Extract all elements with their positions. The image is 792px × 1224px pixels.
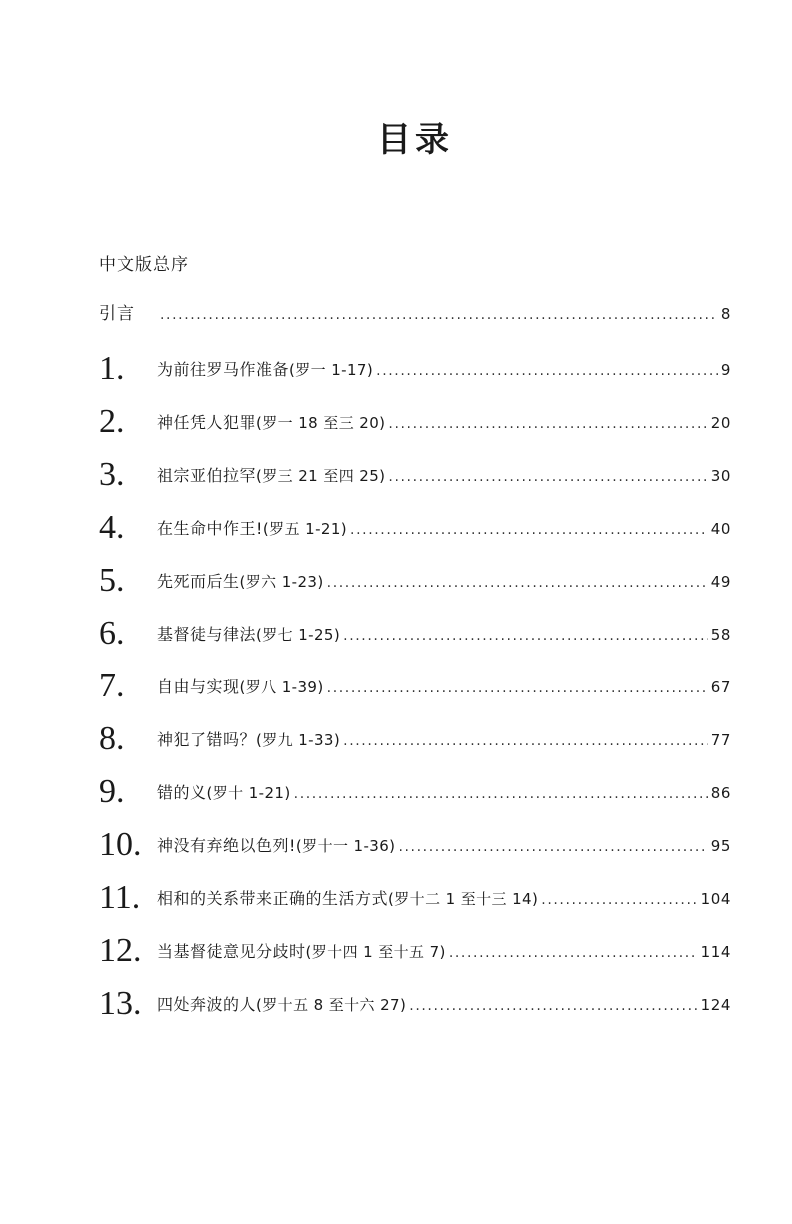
dot-leader [376, 362, 718, 380]
chapter-title [157, 626, 340, 644]
chapter-number-value: 9 [99, 773, 116, 811]
chapter-title-text: 自由与实现 [157, 677, 240, 697]
chapter-title [157, 361, 373, 379]
chapter-title [157, 996, 406, 1014]
toc-line [157, 837, 731, 856]
chapter-title-text: 先死而后生 [157, 571, 240, 591]
scripture-reference: (罗一 18 至三 20) [256, 413, 386, 432]
dot-leader [343, 627, 708, 645]
toc-entry-chapter-12[interactable] [99, 930, 731, 970]
chapter-number-value: 8 [99, 720, 116, 758]
chapter-title [157, 467, 385, 485]
toc-line [157, 890, 731, 909]
toc-entry-chapter-10[interactable] [99, 824, 731, 864]
page-title: 目录 [377, 120, 453, 160]
scripture-reference: (罗十一 1-36) [295, 837, 396, 856]
toc-page-number: 49 [710, 572, 731, 591]
chapter-number-dot: . [116, 720, 125, 758]
chapter-title-text: 在生命中作王! [157, 518, 263, 538]
chapter-number [99, 352, 125, 386]
chapter-title-text: 当基督徒意见分歧时 [157, 941, 306, 961]
chapter-title [157, 414, 385, 432]
chapter-number-dot: . [116, 455, 125, 493]
toc-entry-chapter-7[interactable] [99, 665, 731, 705]
chapter-title [157, 943, 446, 961]
toc-entry-chapter-11[interactable] [99, 877, 731, 917]
dot-leader [388, 468, 707, 486]
scripture-reference: (罗十 1-21) [206, 784, 291, 803]
toc-page-number: 104 [700, 890, 731, 908]
dot-leader [449, 944, 698, 962]
scripture-reference: (罗九 1-33) [256, 731, 341, 750]
chapter-title-text: 为前往罗马作准备 [157, 360, 290, 379]
toc-line [157, 678, 731, 697]
toc-entry-chapter-13[interactable] [99, 983, 731, 1023]
chapter-number-dot: . [133, 826, 142, 864]
chapter-number [99, 881, 140, 915]
scripture-reference: (罗十四 1 至十五 7) [305, 942, 446, 961]
chapter-number-value: 1 [99, 350, 116, 387]
dot-leader [388, 415, 707, 433]
toc-page-number: 114 [700, 942, 731, 961]
chapter-number [99, 984, 142, 1022]
chapter-number-dot: . [116, 773, 125, 811]
chapter-number-dot: . [133, 931, 142, 969]
chapter-title [157, 890, 538, 908]
chapter-number [99, 828, 142, 862]
dot-leader [409, 997, 697, 1015]
toc-line [157, 731, 731, 750]
toc-entry-chapter-2[interactable] [99, 401, 731, 441]
toc-line [157, 520, 731, 539]
toc-entry-chapter-1[interactable] [99, 348, 731, 388]
toc-line [157, 943, 731, 962]
chapter-number-value: 12 [99, 931, 133, 969]
toc-page-number: 20 [710, 413, 731, 432]
chapter-number [99, 669, 125, 703]
preface-entry[interactable]: 中文版总序 [99, 255, 189, 275]
chapter-number [99, 614, 125, 652]
chapter-title-text: 错的义 [157, 783, 207, 803]
chapter-number-dot: . [116, 614, 125, 652]
toc-line [157, 626, 731, 645]
chapter-title [157, 573, 324, 591]
chapter-number-dot: . [116, 402, 125, 440]
chapter-title-text: 基督徒与律法 [157, 624, 257, 644]
chapter-title [157, 784, 291, 802]
chapter-title [157, 731, 340, 749]
chapter-number [99, 775, 125, 809]
toc-page-number: 8 [720, 305, 731, 323]
scripture-reference: (罗十二 1 至十三 14) [388, 890, 539, 908]
scripture-reference: (罗六 1-23) [239, 572, 324, 591]
scripture-reference: (罗三 21 至四 25) [256, 466, 386, 485]
chapter-title-text: 四处奔波的人 [157, 994, 257, 1014]
chapter-number-dot: . [131, 879, 141, 916]
scripture-reference: (罗十五 8 至十六 27) [256, 995, 407, 1014]
chapter-title-text: 神没有弃绝以色列! [157, 836, 296, 856]
chapter-title [157, 520, 347, 538]
chapter-number [99, 561, 125, 599]
toc-line [157, 996, 731, 1015]
chapter-number-value: 6 [99, 614, 116, 652]
dot-leader [327, 679, 708, 697]
chapter-number [99, 455, 125, 493]
scripture-reference: (罗五 1-21) [262, 519, 348, 538]
toc-entry-chapter-3[interactable] [99, 454, 731, 494]
chapter-number-value: 4 [99, 508, 116, 546]
chapter-number-value: 2 [99, 402, 116, 440]
toc-line [157, 784, 731, 803]
toc-entry-chapter-4[interactable] [99, 507, 731, 547]
chapter-title-text: 神任凭人犯罪 [157, 412, 257, 432]
scripture-reference: (罗七 1-25) [256, 625, 341, 644]
dot-leader [343, 732, 708, 750]
toc-page-number: 77 [710, 731, 731, 750]
chapter-number [99, 931, 142, 969]
toc-page-number: 67 [710, 678, 731, 697]
dot-leader [541, 891, 697, 909]
toc-line [99, 305, 731, 324]
chapter-title-text: 相和的关系带来正确的生活方式 [157, 889, 389, 908]
scripture-reference: (罗八 1-39) [239, 678, 324, 697]
toc-entry-intro[interactable] [99, 292, 731, 332]
dot-leader [160, 306, 718, 324]
toc-line [157, 573, 731, 592]
toc-page-number: 9 [720, 361, 731, 379]
chapter-title [157, 678, 324, 696]
chapter-number-value: 3 [99, 455, 116, 493]
toc-entry-chapter-9[interactable] [99, 771, 731, 811]
chapter-number-dot: . [116, 561, 125, 599]
chapter-number [99, 508, 125, 546]
toc-page-number: 95 [710, 837, 731, 856]
chapter-number-value: 10 [99, 826, 133, 864]
toc-page-number: 86 [710, 784, 731, 803]
chapter-number-dot: . [116, 667, 125, 705]
toc-page-number: 30 [710, 466, 731, 485]
scripture-reference: (罗一 1-17) [289, 361, 374, 379]
toc-page-number: 40 [710, 519, 731, 538]
toc-entry-label: 引言 [99, 304, 135, 324]
chapter-number-value: 11 [99, 879, 132, 916]
toc-entry-chapter-5[interactable] [99, 560, 731, 600]
dot-leader [350, 521, 708, 539]
chapter-title-text: 祖宗亚伯拉罕 [157, 465, 257, 485]
chapter-number [99, 402, 125, 440]
chapter-number [99, 722, 125, 756]
chapter-number-dot: . [116, 350, 125, 387]
toc-line [157, 467, 731, 486]
toc-page-number: 124 [700, 995, 731, 1014]
chapter-number-value: 13 [99, 984, 133, 1022]
toc-line [157, 414, 731, 433]
chapter-title [157, 837, 395, 855]
chapter-number-dot: . [133, 984, 142, 1022]
chapter-title-text: 神犯了错吗？ [157, 730, 257, 750]
chapter-number-value: 5 [99, 561, 116, 599]
toc-entry-chapter-6[interactable] [99, 613, 731, 653]
chapter-number-dot: . [116, 508, 125, 546]
toc-entry-chapter-8[interactable] [99, 718, 731, 758]
toc-page-number: 58 [710, 625, 731, 644]
dot-leader [327, 574, 708, 592]
toc-line [157, 361, 731, 380]
chapter-number-value: 7 [99, 667, 116, 705]
dot-leader [398, 838, 707, 856]
dot-leader [294, 785, 708, 803]
